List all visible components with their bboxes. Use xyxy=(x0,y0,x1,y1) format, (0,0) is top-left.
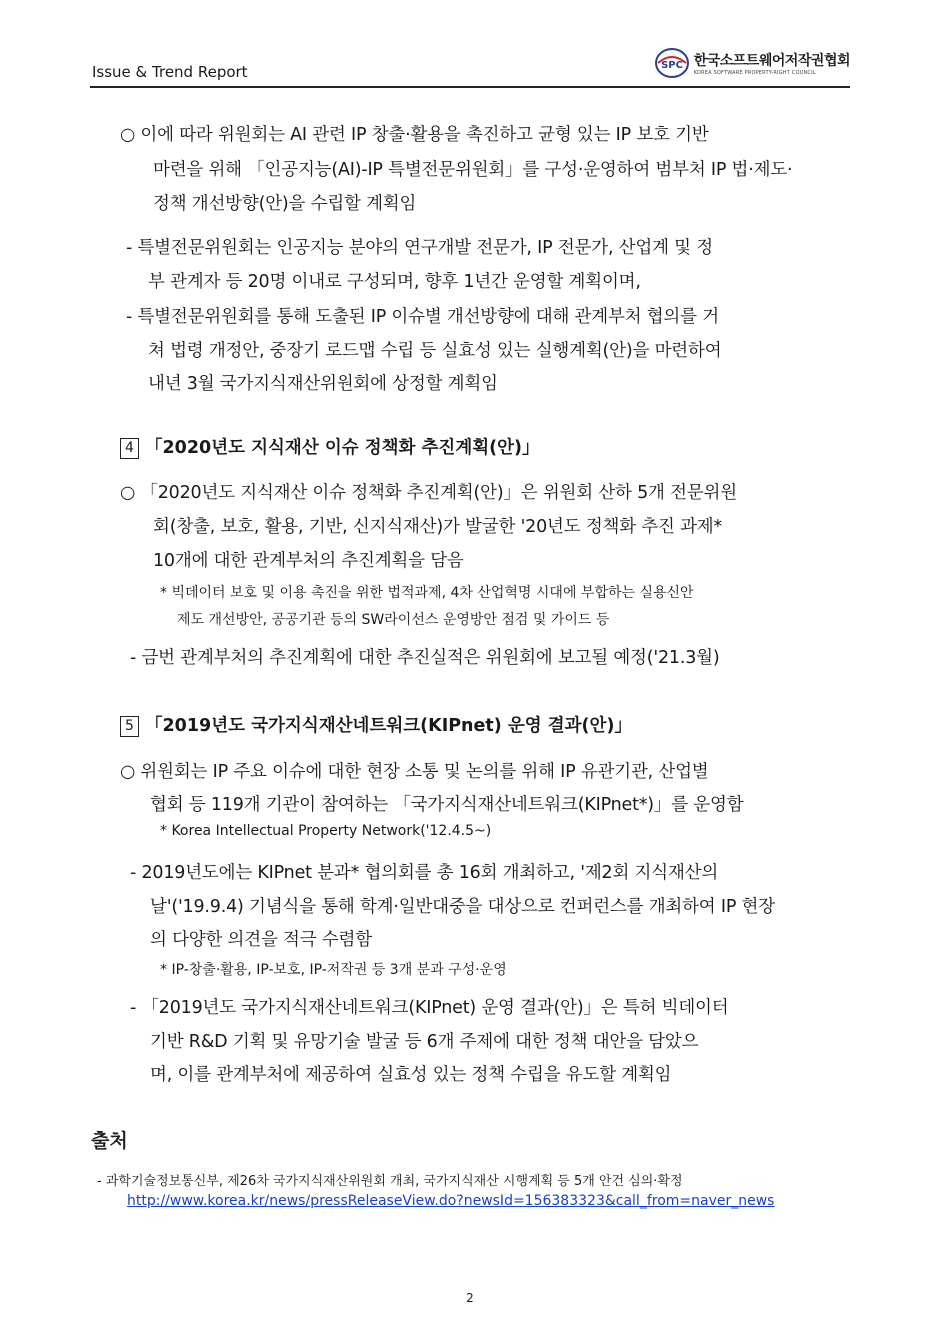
paragraph-line: - 특별전문위원회를 통해 도출된 IP 이슈별 개선방향에 대해 관계부처 협의를 거 xyxy=(126,307,719,327)
section5-note: * IP-창출·활용, IP-보호, IP-저작권 등 3개 분과 구성·운영 xyxy=(160,962,507,978)
section-number-box: 5 xyxy=(120,716,139,737)
logo-english: KOREA SOFTWARE PROPERTY-RIGHT COUNCIL xyxy=(693,70,816,76)
paragraph-line: ○ 이에 따라 위원회는 AI 관련 IP 창출·활용을 촉진하고 균형 있는 IP 보호 기반 xyxy=(120,125,709,145)
source-link[interactable]: http://www.korea.kr/news/pressReleaseView.do?newsId=156383323&call_from=naver_news xyxy=(127,1193,775,1209)
logo-name: 한국소프트웨어저작권협회 xyxy=(693,53,850,69)
section4-line: ○ 「2020년도 지식재산 이슈 정책화 추진계획(안)」은 위원회 산하 5개 전문위원 xyxy=(120,483,737,503)
section5-line: 의 다양한 의견을 적극 수렴함 xyxy=(150,930,372,950)
section4-line: 회(창출, 보호, 활용, 기반, 신지식재산)가 발굴한 '20년도 정책화 추진 과제* xyxy=(153,517,723,537)
paragraph-line: 내년 3월 국가지식재산위원회에 상정할 계획임 xyxy=(148,374,498,394)
report-title: Issue & Trend Report xyxy=(92,63,248,81)
section4-note: 제도 개선방안, 공공기관 등의 SW라이선스 운영방안 점검 및 가이드 등 xyxy=(177,612,610,628)
section5-line: 협회 등 119개 기관이 참여하는 「국가지식재산네트워크(KIPnet*)」를 운영함 xyxy=(150,795,744,815)
section5-line: - 「2019년도 국가지식재산네트워크(KIPnet) 운영 결과(안)」은 특허 빅데이터 xyxy=(130,998,729,1018)
section4-line: 10개에 대한 관계부처의 추진계획을 담음 xyxy=(153,551,464,571)
logo-emblem-icon xyxy=(654,47,690,79)
source-heading: 출처 xyxy=(91,1130,128,1152)
section5-note: * Korea Intellectual Property Network('12.4.5~) xyxy=(160,823,492,839)
paragraph-line: 부 관계자 등 20명 이내로 구성되며, 향후 1년간 운영할 계획이며, xyxy=(148,272,641,292)
section4-line: - 금번 관계부처의 추진계획에 대한 추진실적은 위원회에 보고될 예정('21.3월) xyxy=(130,648,720,668)
association-logo xyxy=(654,46,850,80)
page-number: 2 xyxy=(466,1291,474,1305)
section5-line: 며, 이를 관계부처에 제공하여 실효성 있는 정책 수립을 유도할 계획임 xyxy=(150,1065,672,1085)
svg-text:SPC: SPC xyxy=(660,60,683,71)
paragraph-line: 마련을 위해 「인공지능(AI)-IP 특별전문위원회」를 구성·운영하여 범부처 IP 법·제도· xyxy=(153,160,793,180)
source-text: - 과학기술정보통신부, 제26차 국가지식재산위원회 개최, 국가지식재산 시행계획 등 5개 안건 심의·확정 xyxy=(97,1174,683,1189)
paragraph-line: 정책 개선방향(안)을 수립할 계획임 xyxy=(153,194,417,214)
logo-text xyxy=(694,50,850,76)
section-number-box: 4 xyxy=(120,438,139,459)
page-header xyxy=(90,40,850,88)
section5-line: 기반 R&D 기획 및 유망기술 발굴 등 6개 주제에 대한 정책 대안을 담았으 xyxy=(150,1032,699,1052)
section-4-heading: 4 「2020년도 지식재산 이슈 정책화 추진계획(안)」 xyxy=(120,434,540,459)
paragraph-line: 쳐 법령 개정안, 중장기 로드맵 수립 등 실효성 있는 실행계획(안)을 마련하여 xyxy=(148,341,722,361)
section5-line: 날'('19.9.4) 기념식을 통해 학계·일반대중을 대상으로 컨퍼런스를 개최하여 IP 현장 xyxy=(150,897,775,917)
section4-note: * 빅데이터 보호 및 이용 촉진을 위한 법적과제, 4차 산업혁명 시대에 부합하는 실용신안 xyxy=(160,585,694,601)
section-5-heading: 5 「2019년도 국가지식재산네트워크(KIPnet) 운영 결과(안)」 xyxy=(120,712,632,737)
section5-line: - 2019년도에는 KIPnet 분과* 협의회를 총 16회 개최하고, '제2회 지식재산의 xyxy=(130,863,719,883)
paragraph-line: - 특별전문위원회는 인공지능 분야의 연구개발 전문가, IP 전문가, 산업계 및 정 xyxy=(126,238,713,258)
section5-line: ○ 위원회는 IP 주요 이슈에 대한 현장 소통 및 논의를 위해 IP 유관기관, 산업별 xyxy=(120,762,709,782)
